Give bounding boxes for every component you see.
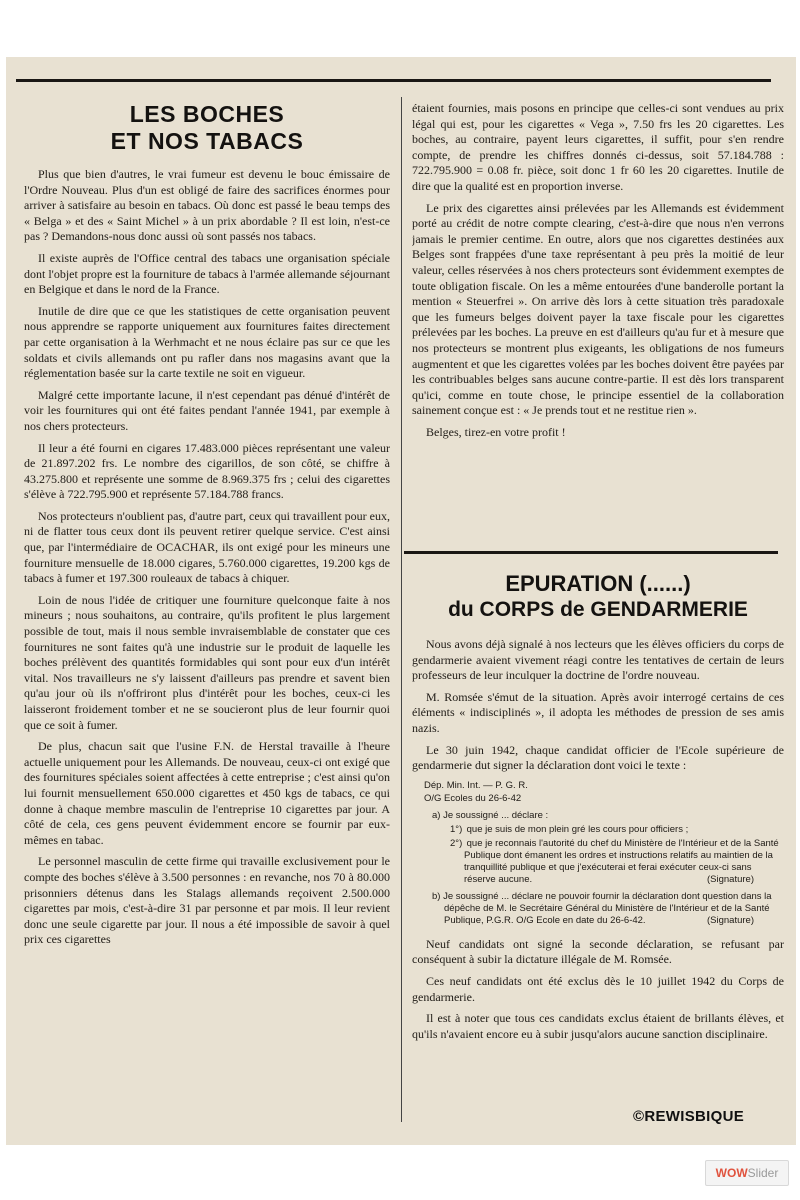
declaration-a-intro: a) Je soussigné ... déclare : [432, 809, 549, 821]
left-article-title [24, 101, 390, 155]
declaration-document [412, 780, 784, 927]
left-paragraph: Plus que bien d'autres, le vrai fumeur est devenu le bouc émissaire de l'Ordre Nouveau. Plus d'un est obligé de faire des sacrifices énormes pour arriver à satisfaire au besoin en tabacs. Où donc est passé le beau temps des « Belga » et des « Saint Michel » à un prix abordable ? Il est loin, n'est-ce pas ? Demandons-nous donc aussi où sont passés nos tabacs. [24, 167, 390, 244]
epuration-paragraph: Il est à noter que tous ces candidats exclus étaient de brillants élèves, et qu'ils n'avaient encore eu à subir jusqu'alors aucune sanction disciplinaire. [412, 1011, 784, 1041]
left-paragraph: Nos protecteurs n'oublient pas, d'autre part, ceux qui travaillent pour eux, ni de flatter tous ceux dont ils peuvent retirer quelque service. C'est ainsi que, par l'intermédiaire de OCACHAR, ils ont exigé pour les mineurs une fourniture mensuelle de 18.000 cigares, 5.760.000 cigarettes, 19.200 kgs de tabacs à fumer et 197.300 rouleaux de tabacs à chiquer. [24, 508, 390, 586]
left-paragraph: Le personnel masculin de cette firme qui travaille exclusivement pour le compte des boches s'élève à 3.500 personnes : en revanche, nos 70 à 80.000 prisonniers détenus dans les Stalags allemands reçoivent 2.500.000 cigarettes par mois, c'est-à-dire 31 par personne et par mois. Il leur revient donc une seule cigarette par jour. Il nous a été impossible de savoir à quel prix ces cigarettes [24, 854, 390, 947]
signature-placeholder: (Signature) [707, 873, 754, 885]
epuration-paragraph: M. Romsée s'émut de la situation. Après avoir interrogé certains de ces éléments « indisciplinés », il adopta les méthodes de pression de ses amis nazis. [412, 689, 784, 735]
left-paragraph: Il leur a été fourni en cigares 17.483.000 pièces représentant une valeur de 21.897.202 frs. Le nombre des cigarillos, de son côté, se chiffre à 43.275.800 et représente une somme de 8.969.375 frs ; celui des cigarettes s'élève à 722.795.900 et représente 57.184.788 francs. [24, 440, 390, 502]
epuration-title-line2: du CORPS de GENDARMERIE [448, 598, 748, 621]
epuration-paragraph: Nous avons déjà signalé à nos lecteurs que les élèves officiers du corps de gendarmerie avaient vivement réagi contre les tentatives de certain de leurs professeurs de leur inculquer la doctrine de l'ordre nouveau. [412, 637, 784, 683]
section-rule [404, 551, 778, 554]
left-title-line1: LES BOCHES [129, 101, 285, 127]
epuration-title-line1: EPURATION (......) [505, 571, 691, 596]
right-paragraph: étaient fournies, mais posons en principe que celles-ci sont vendues au prix légal qui est, pour les cigarettes « Vega », 7.50 frs les 20 cigarettes. Les boches, au contraire, payent leurs cigarettes, il suffit, pour s'en rendre compte, de prendre les chiffres donnés ci-dessus, soit 57.184.788 : 722.795.900 = 0.08 fr. pièce, soit donc 1 fr 60 les 20 cigarettes. Inutile de dire que la qualité est en proportion inverse. [412, 101, 784, 193]
epuration-article [412, 567, 784, 1137]
top-rule [16, 79, 771, 82]
signature-placeholder: (Signature) [707, 914, 754, 926]
declaration-item-text: que je suis de mon plein gré les cours pour officiers ; [466, 823, 689, 835]
column-divider [401, 97, 402, 1122]
left-article [24, 99, 390, 1139]
copyright-watermark: ©REWISBIQUE [633, 1108, 745, 1125]
epuration-paragraph: Ces neuf candidats ont été exclus dès le 10 juillet 1942 du Corps de gendarmerie. [412, 973, 784, 1004]
newspaper-page [6, 57, 796, 1145]
document-reference: Dép. Min. Int. — P. G. R. [424, 779, 528, 791]
wowslider-badge[interactable] [705, 1160, 789, 1186]
right-paragraph: Belges, tirez-en votre profit ! [426, 424, 566, 439]
declaration-b [432, 891, 784, 927]
right-article-continuation [412, 101, 784, 541]
declaration-b-text: b) Je soussigné ... déclare ne pouvoir fournir la déclaration dont question dans la dépêche de M. le Secrétaire Général du Ministère de l'Intérieur et de la Santé Publique, P.G.R. O/G Ecole en date du 26-6-42. [432, 890, 772, 926]
left-title-line2: ET NOS TABACS [110, 128, 304, 154]
declaration-item [450, 838, 784, 886]
epuration-paragraph: Neuf candidats ont signé la seconde déclaration, se refusant par conséquent à subir la dictature illégale de M. Romsée. [412, 936, 784, 967]
epuration-title [412, 571, 784, 623]
declaration-item [450, 824, 784, 836]
left-paragraph: Loin de nous l'idée de critiquer une fourniture quelconque faite à nos mineurs ; nous souhaitons, au contraire, qu'ils profitent le plus largement possible de tout, mais il nous semble invraisemblable de constater que ces fournitures ne sont faites qu'à une industrie sur le produit de laquelle les boches prélèvent des quantités formidables qui sont pour eux d'un intérêt vital. Nos travailleurs ne s'y laissent d'ailleurs pas prendre et savent bien qu'au jour où ils n'offriront plus d'intérêt pour les boches, ceux-ci les laisseront froidement tomber et ne se soucieront plus de leur fournir quoi que ce soit à fumer. [24, 592, 390, 732]
epuration-paragraph: Le 30 juin 1942, chaque candidat officier de l'Ecole supérieure de gendarmerie dut signer la déclaration dont voici le texte : [412, 742, 784, 773]
left-paragraph: De plus, chacun sait que l'usine F.N. de Herstal travaille à l'heure actuelle uniquement pour les Allemands. De nouveau, ceux-ci ont exigé que des fournitures spéciales soient affectées à cette entreprise ; c'est ainsi qu'on lui fournit mensuellement 650.000 cigarettes et 450 kgs de tabacs, ce qui donne à chaque membre masculin de l'entreprise 10 cigarettes par jour. A côté de cela, ces gens peuvent évidemment encore se fournir par eux-mêmes en tabac. [24, 739, 390, 847]
left-paragraph: Malgré cette importante lacune, il n'est cependant pas dénué d'intérêt de voir les fournitures qui ont été faites pendant l'année 1941, par exemple à nos chers protecteurs. [24, 387, 390, 433]
left-paragraph: Il existe auprès de l'Office central des tabacs une organisation spéciale dont l'objet propre est la fourniture de tabacs à l'armée allemande séjournant en Belgique et dans le nord de la France. [24, 250, 390, 297]
document-reference-date: O/G Ecoles du 26-6-42 [424, 792, 522, 804]
badge-wow-text: WOW [715, 1166, 748, 1180]
badge-slider-text: Slider [747, 1166, 779, 1180]
right-paragraph: Le prix des cigarettes ainsi prélevées par les Allemands est évidemment porté au crédit de notre compte clearing, c'est-à-dire que nous n'en verrons jamais le premier centime. En outre, alors que nos cigarettes destinées aux Belges sont frappées d'une taxe représentant à peu près la moitié de leur valeur, celles réservées à nos chers protecteurs sont évidemment exemptes de toute obligation fiscale. On les a même entourées d'une banderolle portant la mention « Steuerfrei ». On arrive dès lors à cette situation très paradoxale que les fumeurs belges doivent payer la taxe fiscale pour les cigarettes prélevées par les boches. La preuve en est d'ailleurs qu'au fur et à mesure que nos protecteurs se montrent plus exigeants, les obligations de nos fumeurs augmentent et que les cigarettes volées par les boches doivent être payées par les contribuables belges sans aucune contre-partie. Il est dès lors transparent qu'ici, comme en toute chose, le principe essentiel de la collaboration sainement conçue est : « Je prends tout et ne restitue rien ». [412, 200, 784, 418]
declaration-item-text: que je reconnais l'autorité du chef du Ministère de l'Intérieur et de la Santé Publique dont émanent les ordres et instructions relatifs au maintien de la tranquillité publique et que j'exécuterai et ferai exécuter ceux-ci sans réserve aucune. [464, 837, 779, 885]
declaration-item-number: 1°) [450, 823, 463, 835]
left-paragraph: Inutile de dire que ce que les statistiques de cette organisation peuvent nous apprendre se rapporte uniquement aux fournitures faites directement par cette organisation à la Werhmacht et ne nous éclaire pas sur ce que les soldats et civils allemands ont pu rafler dans nos magasins avant que la réglementation basée sur la carte textile ne soit en vigueur. [24, 303, 390, 381]
declaration-item-number: 2°) [450, 837, 463, 849]
